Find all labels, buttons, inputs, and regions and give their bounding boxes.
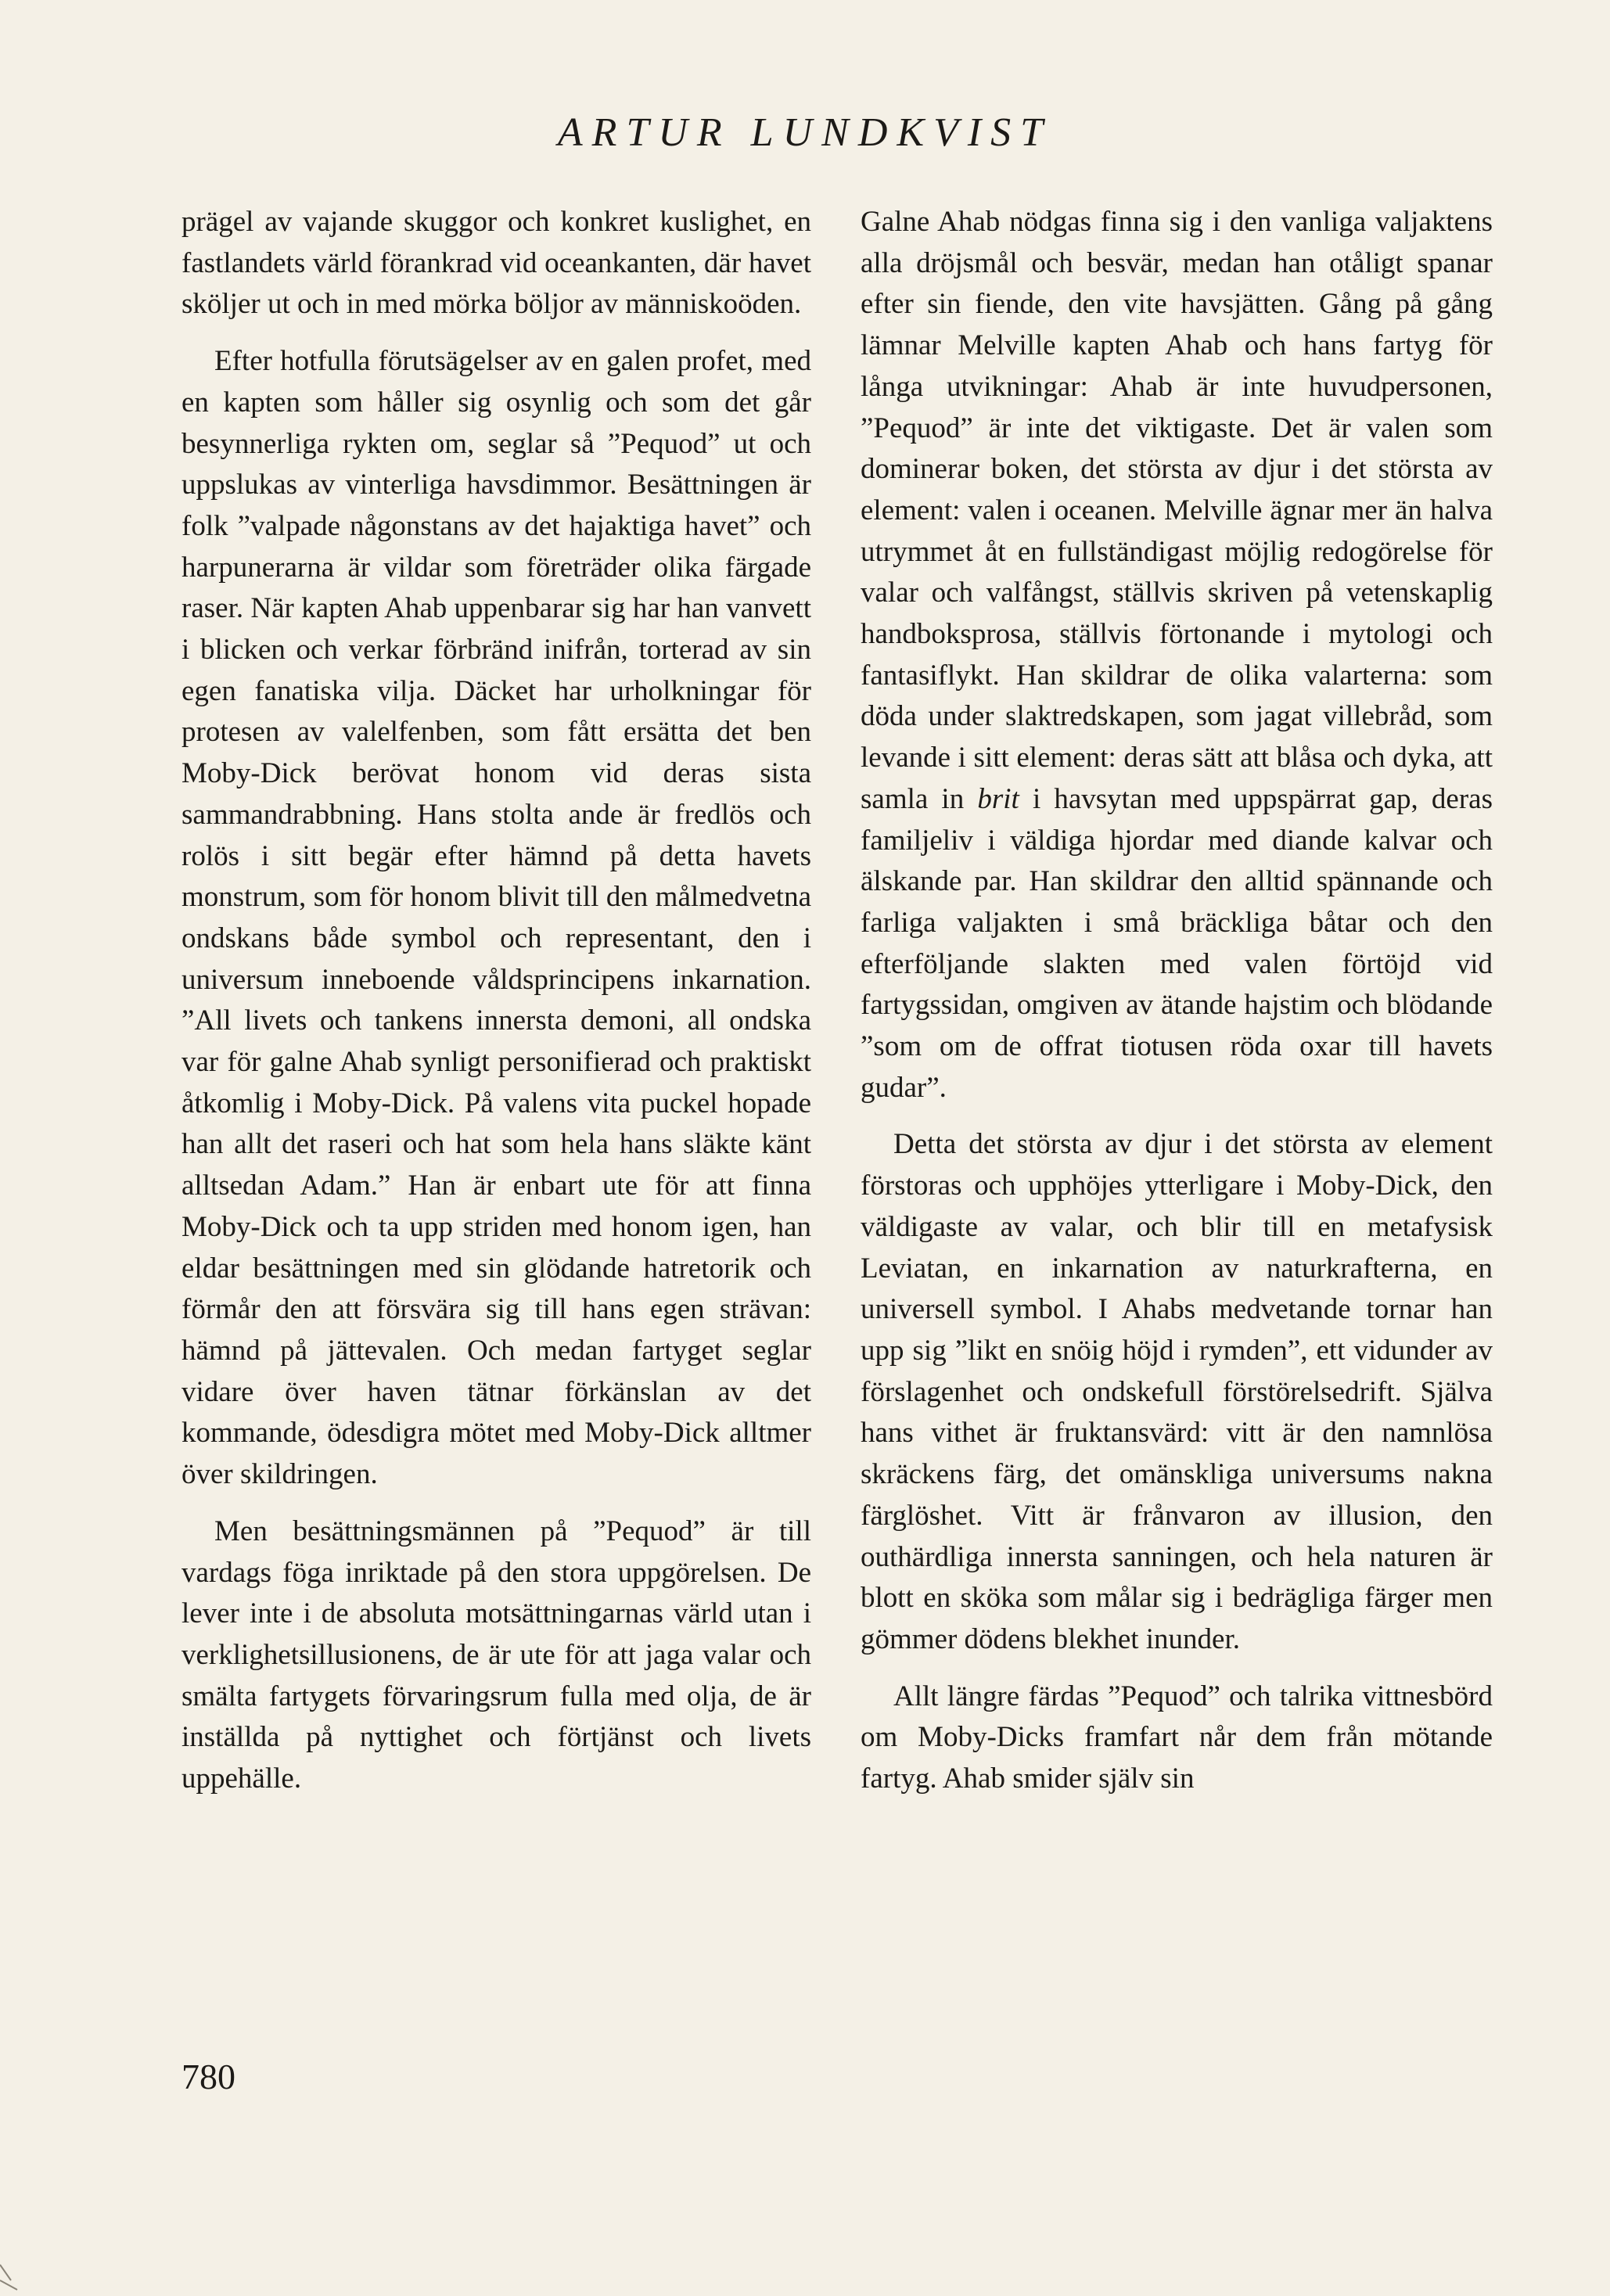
- paragraph-text: Galne Ahab nödgas finna sig i den vanliga valjaktens alla dröjsmål och besvär, medan han otåligt spanar efter sin fiende, den vite havsjätten. Gång på gång lämnar Melville kapten Ahab och hans fartyg för långa utvikningar: Ahab är inte huvudpersonen, ”Pequod” är inte det viktigaste. Det är valen som dominerar boken, det största av djur i det största av element: valen i oceanen. Melville ägnar mer än halva utrymmet åt en fullständigast möjlig redogörelse för valar och valfångst, ställvis skriven på vetenskaplig handboksprosa, ställvis förtonande i mytologi och fantasiflykt. Han skildrar de olika valarterna: som döda under slaktredskapen, som jagat villebråd, som levande i sitt element: deras sätt att blåsa och dyka, att samla in: [861, 206, 1493, 815]
- paragraph: Efter hotfulla förutsägelser av en galen profet, med en kapten som håller sig osynlig och som det går besynnerliga rykten om, seglar så ”Pequod” ut och uppslukas av vinterliga havsdimmor. Besättningen är folk ”valpade någonstans av det hajaktiga havet” och harpunerarna är vildar som företräder olika färgade raser. När kapten Ahab uppenbarar sig har han vanvett i blicken och verkar förbränd inifrån, torterad av sin egen fanatiska vilja. Däcket har urholkningar för protesen av valelfenben, som fått ersätta det ben Moby-Dick berövat honom vid deras sista sammandrabbning. Hans stolta ande är fredlös och rolös i sitt begär efter hämnd på detta havets monstrum, som för honom blivit till den målmedvetna ondskans både symbol och representant, den i universum inneboende våldsprincipens inkarnation. ”All livets och tankens innersta demoni, all ondska var för galne Ahab synligt personifierad och praktiskt åtkomlig i Moby-Dick. På valens vita puckel hopade han allt det raseri och hat som hela hans släkte känt alltsedan Adam.” Han är enbart ute för att finna Moby-Dick och ta upp striden med honom igen, han eldar besättningen med sin glödande hatretorik och förmår den att försvära sig till hans egen strävan: hämnd på jättevalen. Och medan fartyget seglar vidare över haven tätnar förkänslan av det kommande, ödesdigra mötet med Moby-Dick alltmer över skildringen.: [181, 345, 811, 1491]
- paragraph: Detta det största av djur i det största av element förstoras och upphöjes ytterligare i Moby-Dick, den väldigaste av valar, och blir till en metafysisk Leviatan, en inkarnation av naturkrafterna, en universell symbol. I Ahabs medvetande tornar han upp sig ”likt en snöig höjd i rymden”, ett vidunder av förslagenhet och ondskefull förstörelsedrift. Själva hans vithet är fruktansvärd: vitt är den namnlösa skräckens färg, det omänskliga universums nakna färglöshet. Vitt är frånvaron av illusion, den outhärdliga innersta sanningen, och hela naturen är blott en sköka som målar sig i bedrägliga färger men gömmer dödens blekhet inunder.: [861, 1128, 1493, 1655]
- left-column: [181, 202, 811, 1800]
- paragraph: Men besättningsmännen på ”Pequod” är till vardags föga inriktade på den stora uppgörelsen. De lever inte i de absoluta motsättningarnas värld utan i verklighetsillusionens, de är ute för att jaga valar och smälta fartygets förvaringsrum fulla med olja, de är inställda på nyttighet och förtjänst och livets uppehälle.: [181, 1514, 811, 1795]
- paragraph-text: i havsytan med uppspärrat gap, deras familjeliv i väldiga hjordar med diande kalvar och älskande par. Han skildrar den alltid spännande och farliga valjakten i små bräckliga båtar och den efterföljande slakten med valen förtöjd vid fartygssidan, omgiven av ätande hajstim och blödande ”som om de offrat tiotusen röda oxar till havets gudar”.: [861, 782, 1493, 1104]
- paragraph: [861, 202, 1493, 1108]
- paragraph: Allt längre färdas ”Pequod” och talrika vittnesbörd om Moby-Dicks framfart når dem från mötande fartyg. Ahab smider själv sin: [861, 1680, 1493, 1795]
- page-number: 780: [181, 2057, 235, 2097]
- corner-scan-mark: [0, 2249, 31, 2296]
- paragraph: prägel av vajande skuggor och konkret kuslighet, en fastlandets värld förankrad vid oceankanten, där havet sköljer ut och in med mörka böljor av människoöden.: [181, 206, 811, 321]
- running-head: ARTUR LUNDKVIST: [557, 110, 1053, 155]
- right-column: [861, 202, 1493, 1800]
- italic-term: brit: [977, 782, 1019, 815]
